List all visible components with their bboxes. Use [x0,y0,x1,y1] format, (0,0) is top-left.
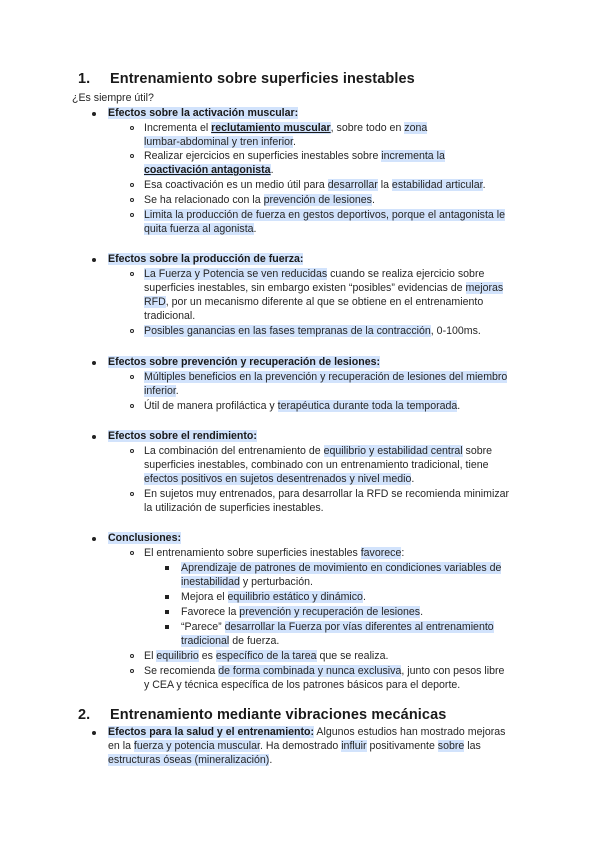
list-item [144,267,484,281]
text-run: : [401,547,405,559]
text-run: El entrenamiento sobre superficies inestables [144,547,361,559]
list-item-cont [144,222,257,236]
list-item [181,605,423,619]
list-item: En sujetos muy entrenados, para desarrollar la RFD se recomienda minimizar [144,488,510,500]
list-item-cont [144,472,414,486]
text-run: Se ha relacionado con la [144,194,264,206]
text-run: reclutamiento muscular [211,122,331,134]
text-run: zona [404,122,428,134]
list-item-cont [144,281,503,295]
text-run: tradicional [181,635,230,647]
section-number: 2. [78,707,91,723]
text-run: estructuras óseas (mineralización) [108,754,270,766]
text-run: Se recomienda [144,665,219,677]
list-item-cont [181,634,279,648]
list-item-cont [144,384,179,398]
text-run: Esa coactivación es un medio útil para [144,179,328,191]
list-item [144,664,504,678]
list-item-cont [108,753,272,767]
square-bullet [165,566,169,570]
bullet-dot [92,731,96,735]
square-bullet [165,625,169,629]
heading-text: Efectos sobre la producción de fuerza: [108,253,304,265]
list-item-cont [144,135,296,149]
text-run: es [198,650,216,662]
text-run: Algunos estudios han mostrado mejoras [314,726,506,738]
list-item [181,620,494,634]
list-item-cont: la utilización de superficies inestables. [144,502,324,514]
bullet-dot [92,258,96,262]
list-item [144,649,388,663]
text-run: equilibrio estático y dinámico [227,591,363,603]
text-run: “Parece” [181,621,225,633]
intro-question: ¿Es siempre útil? [72,92,154,104]
text-run: Efectos para la salud y el entrenamiento: [108,726,315,738]
text-run: equilibrio [156,650,199,662]
square-bullet [165,595,169,599]
section-2-heading [78,707,446,723]
list-item [144,324,481,338]
text-run: El [144,650,157,662]
section-number: 1. [78,71,91,87]
text-run: . [362,591,366,603]
text-run: favorece [360,547,402,559]
sub-bullet [130,213,134,217]
text-run: . [411,473,415,485]
text-run: de fuerza. [229,635,280,647]
text-run: positivamente [366,740,438,752]
list-item-cont: superficies inestables, combinado con un entrenamiento tradicional, tiene [144,459,489,471]
text-run: fuerza y potencia muscular [133,740,260,752]
text-run: desarrollar la Fuerza por vías diferentes al entrenamiento [224,621,494,633]
bullet-dot [92,361,96,365]
text-run: . [292,136,296,148]
list-item [144,208,505,222]
text-run: inestabilidad [181,576,240,588]
list-item [144,370,507,384]
sub-bullet [130,154,134,158]
text-run: Incrementa el [144,122,212,134]
text-run: equilibrio y estabilidad central [323,445,463,457]
list-item-cont: tradicional. [144,310,196,322]
list-item [144,121,427,135]
text-run: , por un mecanismo diferente al que se obtiene en el entrenamiento [165,296,484,308]
sub-bullet [130,654,134,658]
text-run: Realizar ejercicios en superficies inestables sobre [144,150,382,162]
list-item [144,399,460,413]
bullet-heading [108,531,181,545]
text-run: cuando se realiza ejercicio sobre [327,268,485,280]
text-run: . [371,194,375,206]
text-run: influir [341,740,367,752]
text-run: Limita la producción de fuerza en gestos deportivos, porque el antagonista le [144,209,506,221]
text-run: . [270,164,274,176]
text-run: incrementa la [381,150,445,162]
text-run: . [482,179,486,191]
text-run: coactivación antagonista [144,164,271,176]
text-run: desarrollar [327,179,378,191]
text-run: Múltiples beneficios en la prevención y recuperación de lesiones del miembro [144,371,508,383]
list-item [144,546,404,560]
text-run: Posibles ganancias en las fases tempranas de la contracción [144,325,431,337]
section-title: Entrenamiento sobre superficies inestables [110,71,415,87]
text-run: , 0-100ms. [430,325,481,337]
sub-bullet [130,198,134,202]
sub-bullet [130,183,134,187]
bullet-heading [108,355,380,369]
text-run: . [269,754,273,766]
heading-text: Conclusiones: [108,532,181,544]
sub-bullet [130,126,134,130]
heading-text: Efectos sobre prevención y recuperación de lesiones: [108,356,381,368]
text-run: inferior [144,385,176,397]
text-run: La combinación del entrenamiento de [144,445,324,457]
bullet-dot [92,435,96,439]
text-run: . [420,606,424,618]
list-item [108,725,505,739]
list-item-cont [181,575,313,589]
bullet-heading [108,106,298,120]
text-run: sobre [462,445,493,457]
list-item-cont [144,295,483,309]
text-run: mejoras [465,282,504,294]
sub-bullet [130,404,134,408]
sub-bullet [130,329,134,333]
sub-bullet [130,272,134,276]
list-item-cont [144,163,274,177]
sub-bullet [130,669,134,673]
text-run: y perturbación. [239,576,313,588]
text-run: . [175,385,179,397]
text-run: . [253,223,257,235]
text-run: . Ha demostrado [259,740,342,752]
text-run: . [457,400,461,412]
list-item [144,178,486,192]
text-run: RFD [144,296,166,308]
text-run: prevención de lesiones [263,194,372,206]
text-run: efectos positivos en sujetos desentrenados y nivel medio [144,473,412,485]
bullet-dot [92,112,96,116]
list-item [144,193,375,207]
text-run: prevención y recuperación de lesiones [239,606,421,618]
text-run: Útil de manera profiláctica y [144,400,278,412]
text-run: en la [108,740,134,752]
section-1-heading [78,71,415,87]
heading-text: Efectos sobre el rendimiento: [108,430,257,442]
text-run: quita fuerza al agonista [144,223,254,235]
text-run: terapéutica durante toda la temporada [277,400,458,412]
text-run: estabilidad articular [391,179,483,191]
text-run: de forma combinada y nunca exclusiva [218,665,402,677]
text-run: , sobre todo en [330,122,405,134]
list-item [181,590,366,604]
list-item [181,561,501,575]
text-run: específico de la tarea [215,650,317,662]
sub-bullet [130,492,134,496]
text-run: La Fuerza y Potencia se ven reducidas [144,268,328,280]
bullet-heading [108,429,257,443]
text-run: , junto con pesos libre [401,665,505,677]
list-item-cont [108,739,481,753]
text-run: sobre [437,740,465,752]
sub-bullet [130,375,134,379]
text-run: la [377,179,392,191]
text-run: Aprendizaje de patrones de movimiento en condiciones variables de [181,562,502,574]
text-run: las [464,740,481,752]
heading-text: Efectos sobre la activación muscular: [108,107,299,119]
text-run: lumbar-abdominal y tren inferior [144,136,293,148]
text-run: Favorece la [181,606,240,618]
text-run: que se realiza. [316,650,389,662]
list-item [144,149,445,163]
list-item-cont: y CEA y técnica específica de los patrones básicos para el deporte. [144,679,461,691]
bullet-heading [108,252,303,266]
text-run: superficies inestables, sin embargo existen “posibles” evidencias de [144,282,466,294]
list-item [144,444,492,458]
section-title: Entrenamiento mediante vibraciones mecánicas [110,707,447,723]
sub-bullet [130,551,134,555]
sub-bullet [130,449,134,453]
bullet-dot [92,537,96,541]
text-run: Mejora el [181,591,228,603]
square-bullet [165,610,169,614]
